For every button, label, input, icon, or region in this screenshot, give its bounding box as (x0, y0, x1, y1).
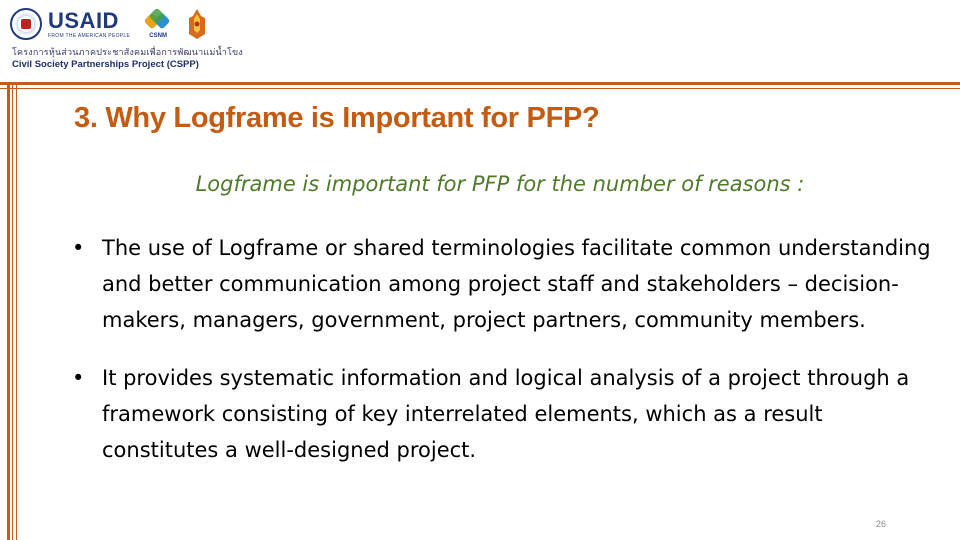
page-number: 26 (875, 519, 886, 529)
usaid-logo (48, 7, 131, 39)
bullet-marker: • (72, 236, 85, 260)
bullet-list (72, 230, 942, 468)
slide-subtitle: Logframe is important for PFP for the number of reasons : (195, 172, 805, 196)
left-border-thin-line (12, 82, 13, 540)
left-border-thin-line-2 (16, 82, 17, 540)
csnm-mark-icon (146, 10, 170, 32)
usaid-seal-logo (10, 8, 42, 40)
thai-emblem-logo (186, 8, 208, 40)
bullet-text: It provides systematic information and logical analysis of a project through a framework consisting of key interrelated elements, which as a result constitutes a well-designed project. (102, 366, 910, 462)
project-name-thai: โครงการหุ้นส่วนภาคประชาสังคมเพื่อการพัฒนาแม่น้ำโขง (12, 47, 243, 57)
bullet-item (72, 360, 942, 468)
project-name-en: Civil Society Partnerships Project (CSPP) (12, 59, 199, 70)
usaid-wordmark: USAID (48, 7, 119, 33)
bullet-text: The use of Logframe or shared terminologies facilitate common understanding and better communication among project staff and stakeholders – decision-makers, managers, government, project partners, community members. (102, 236, 931, 332)
header-divider-thin-line (0, 88, 960, 89)
usaid-tagline: FROM THE AMERICAN PEOPLE (48, 32, 131, 39)
csnm-label: CSNM (149, 32, 167, 39)
header-logos (10, 6, 208, 42)
bullet-item (72, 230, 942, 338)
project-name (12, 46, 243, 71)
bullet-marker: • (72, 366, 85, 390)
slide-title: 3. Why Logframe is Important for PFP? (74, 102, 600, 134)
left-border-line (7, 82, 10, 540)
header-divider-line (0, 82, 960, 85)
csnm-logo (146, 10, 170, 39)
